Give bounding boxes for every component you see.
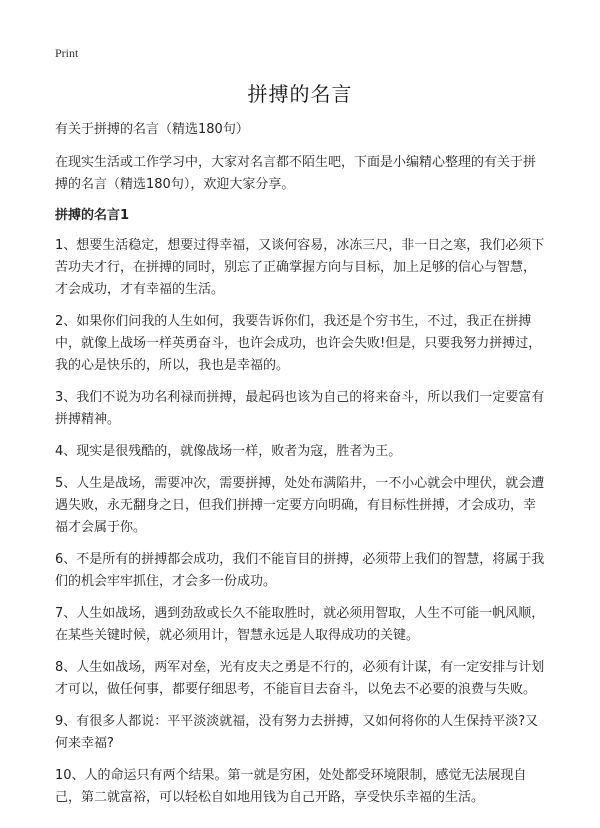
article-subtitle: 有关于拼搏的名言（精选180句） xyxy=(55,122,249,137)
section-heading: 拼搏的名言1 xyxy=(55,208,130,223)
quote-item: 5、人生是战场，需要冲次，需要拼搏，处处布满陷井，一不小心就会中埋伏，就会遭遇失败，永无翻身之日，但我们拼搏一定要方向明确，有目标性拼搏，才会成功，幸福才会属于你。 xyxy=(55,476,545,535)
quote-item: 3、我们不说为功名利禄而拼搏，最起码也该为自己的将来奋斗，所以我们一定要富有拼搏精神。 xyxy=(55,390,545,427)
article-intro: 在现实生活或工作学习中，大家对名言都不陌生吧，下面是小编精心整理的有关于拼搏的名言（精选180句），欢迎大家分享。 xyxy=(55,155,537,192)
quote-item: 10、人的命运只有两个结果。第一就是穷困，处处都受环境限制，感觉无法展现自己，第二就富裕，可以轻松自如地用钱为自己开路，享受快乐幸福的生活。 xyxy=(55,768,527,805)
quote-item: 9、有很多人都说：平平淡淡就福，没有努力去拼搏，又如何将你的人生保持平淡?又何来幸福? xyxy=(55,714,539,751)
quote-item: 6、不是所有的拼搏都会成功，我们不能盲目的拼搏，必须带上我们的智慧，将属于我们的机会牢牢抓住，才会多一份成功。 xyxy=(55,552,545,589)
quote-item: 7、人生如战场，遇到劲敌或长久不能取胜时，就必须用智取，人生不可能一帆风顺，在某些关键时候，就必须用计，智慧永远是人取得成功的关键。 xyxy=(55,606,545,643)
quote-item: 1、想要生活稳定，想要过得幸福，又谈何容易，冰冻三尺，非一日之寒，我们必须下苦功夫才行，在拼搏的同时，别忘了正确掌握方向与目标，加上足够的信心与智慧，才会成功，才有幸福的生活。 xyxy=(55,238,545,297)
quote-item: 8、人生如战场，两军对垒，光有皮夫之勇是不行的，必须有计谋，有一定安排与计划才可以，做任何事，都要仔细思考，不能盲目去奋斗，以免去不必要的浪费与失败。 xyxy=(55,660,545,697)
quote-item: 2、如果你们问我的人生如何，我要告诉你们，我还是个穷书生，不过，我正在拼搏中，就像上战场一样英勇奋斗，也许会成功，也许会失败!但是，只要我努力拼搏过，我的心是快乐的，所以，我也是幸福的。 xyxy=(55,314,542,373)
quote-item: 4、现实是很残酷的，就像战场一样，败者为寇，胜者为王。 xyxy=(55,444,402,459)
page-title: 拼搏的名言 xyxy=(247,82,353,106)
print-link[interactable]: Print xyxy=(55,46,79,60)
article-body xyxy=(55,121,548,819)
